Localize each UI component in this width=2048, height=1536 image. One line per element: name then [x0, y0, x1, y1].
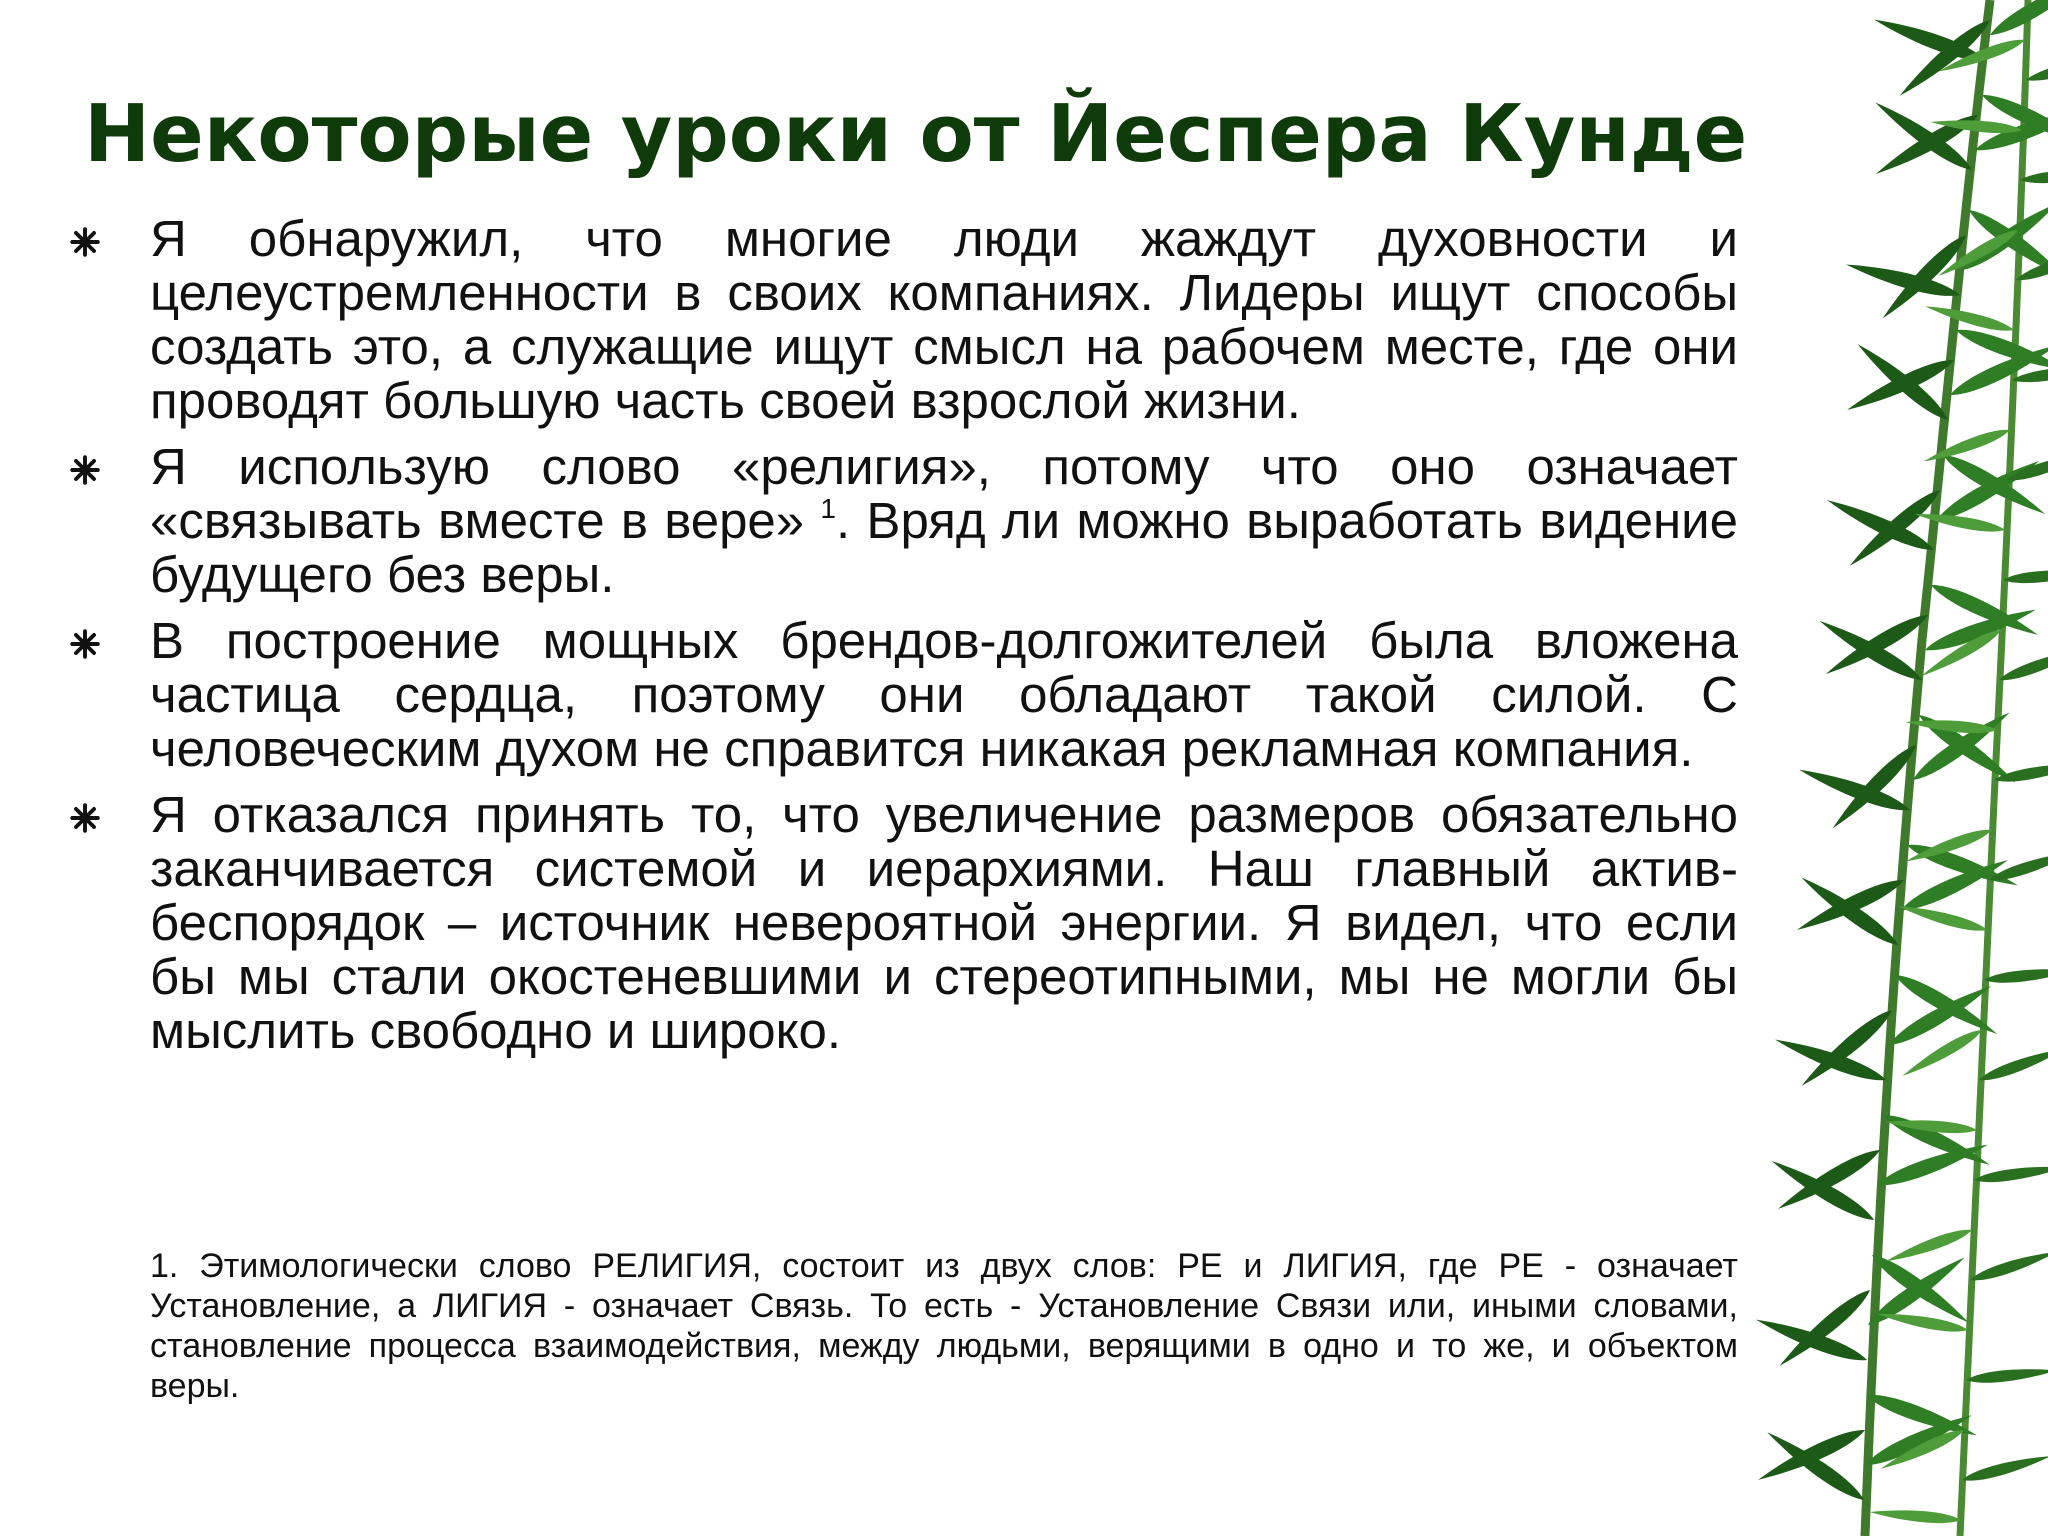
- star-bullet-icon: [70, 455, 100, 485]
- footnote: 1. Этимологически слово РЕЛИГИЯ, состоит из двух слов: РЕ и ЛИГИЯ, где РЕ - означает Установление, а ЛИГИЯ - означает Связь. То есть - Установление Связи или, иными словами, становление процесса взаимодействия, между людьми, верящими в одно и то же, и объектом веры.: [150, 1247, 1738, 1405]
- bullet-text-part: . Вряд ли можно выработать видение будущего без веры.: [150, 492, 1738, 603]
- bullet-item: [70, 212, 1738, 428]
- bullet-item: [70, 788, 1738, 1058]
- bullet-item: [70, 440, 1738, 602]
- bullet-text: В построение мощных брендов-долгожителей была вложена частица сердца, поэтому они обладают такой силой. С человеческим духом не справится никакая рекламная компания.: [150, 612, 1738, 777]
- slide-title: Некоторые уроки от Йеспера Кунде: [84, 88, 1748, 180]
- bullet-text: Я обнаружил, что многие люди жаждут духовности и целеустремленности в своих компаниях. Лидеры ищут способы создать это, а служащие ищут смысл на рабочем месте, где они проводят большую часть своей взрослой жизни.: [150, 210, 1738, 429]
- star-bullet-icon: [70, 227, 100, 257]
- star-bullet-icon: [70, 629, 100, 659]
- bullet-list: [70, 212, 1738, 1070]
- bullet-text: [150, 440, 1738, 602]
- bullet-text-part: Я использую слово «религия», потому что оно означает «связывать вместе в вере»: [150, 438, 1738, 549]
- star-bullet-icon: [70, 803, 100, 833]
- bullet-item: [70, 614, 1738, 776]
- footnote-ref: 1: [820, 493, 836, 524]
- bullet-text: Я отказался принять то, что увеличение размеров обязательно заканчивается системой и иерархиями. Наш главный актив- беспорядок – источник невероятной энергии. Я видел, что если бы мы стали окостеневшими и стереотипными, мы не могли бы мыслить свободно и широко.: [150, 786, 1738, 1059]
